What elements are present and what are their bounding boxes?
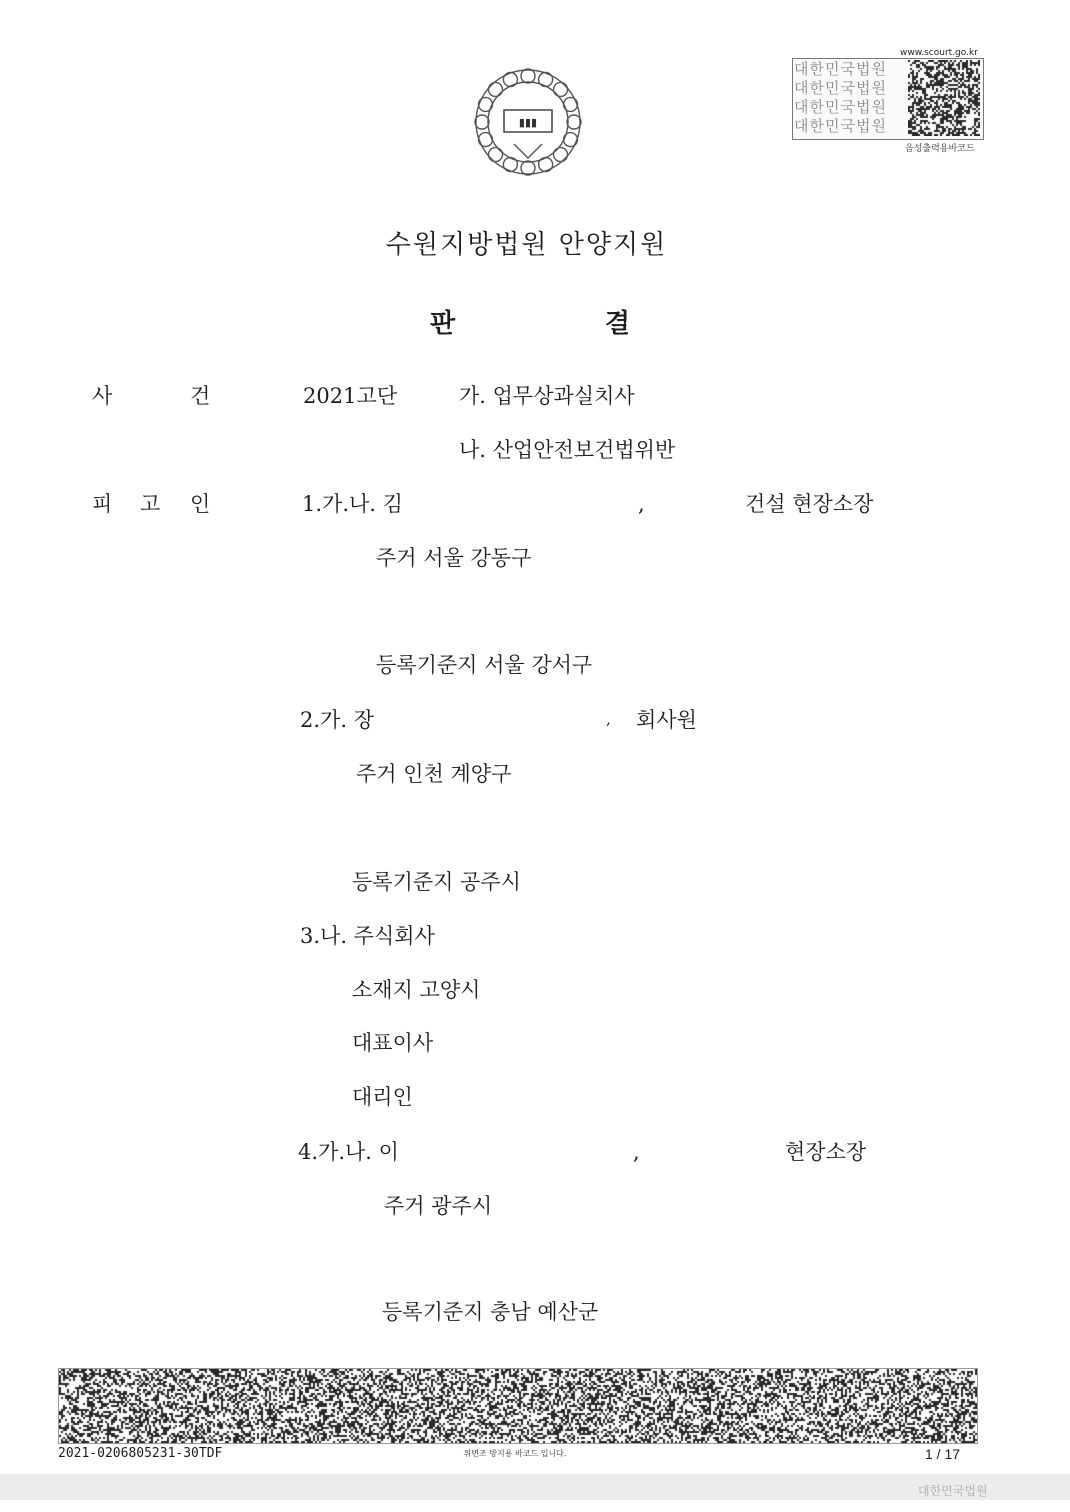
defendant-1-registration: 등록기준지 서울 강서구 xyxy=(376,653,593,677)
stamp-line: 대한민국법원 xyxy=(794,117,887,135)
emblem-petal xyxy=(521,69,535,83)
anti-forgery-caption: 위변조 방지용 바코드 입니다. xyxy=(463,1449,567,1458)
barcode-caption: 음성출력용바코드 xyxy=(905,144,975,154)
defendant-1-residence: 주거 서울 강동구 xyxy=(376,546,532,570)
emblem-petal xyxy=(567,115,581,129)
defendant-2-title: 회사원 xyxy=(636,708,697,732)
case-label-2: 건 xyxy=(190,384,211,408)
page-number: 1 / 17 xyxy=(925,1446,961,1462)
svg-text:▮▮▮: ▮▮▮ xyxy=(518,116,538,129)
emblem-petal xyxy=(539,73,553,87)
stamp-line: 대한민국법원 xyxy=(794,79,887,97)
defendant-1-head: 1.가.나. 김 xyxy=(302,492,403,516)
defendant-1-comma: , xyxy=(638,492,645,516)
defendant-2-comma: , xyxy=(606,710,611,728)
emblem-petal xyxy=(479,133,493,147)
defendant-3-agent: 대리인 xyxy=(352,1085,413,1109)
defendant-2-residence: 주거 인천 계양구 xyxy=(356,762,512,786)
charge-a: 가. 업무상과실치사 xyxy=(459,384,635,408)
court-name: 수원지방법원 안양지원 xyxy=(385,230,668,260)
defendant-4-title: 현장소장 xyxy=(785,1140,867,1164)
defendant-4-head: 4.가.나. 이 xyxy=(298,1140,399,1164)
defendant-4-registration: 등록기준지 충남 예산군 xyxy=(382,1300,599,1324)
emblem-petal xyxy=(554,82,568,96)
defendant-label-1: 피 xyxy=(92,492,113,516)
defendant-3-ceo: 대표이사 xyxy=(352,1031,434,1055)
court-emblem-icon xyxy=(468,62,588,182)
stamp-line: 대한민국법원 xyxy=(794,98,887,116)
case-label-1: 사 xyxy=(92,384,113,408)
document-code: 2021-0206805231-30TDF xyxy=(58,1446,223,1461)
defendant-label-3: 인 xyxy=(190,492,211,516)
title-char: 판 xyxy=(430,309,456,339)
title-char: 결 xyxy=(604,309,630,339)
defendant-2-registration: 등록기준지 공주시 xyxy=(352,870,521,894)
court-url: www.scourt.go.kr xyxy=(900,48,978,58)
emblem-petal xyxy=(503,157,517,171)
defendant-3-head: 3.나. 주식회사 xyxy=(300,924,435,948)
voice-barcode-icon xyxy=(908,60,980,136)
emblem-petal xyxy=(475,115,489,129)
emblem-petal xyxy=(503,73,517,87)
bottom-band xyxy=(0,1474,1070,1500)
defendant-4-residence: 주거 광주시 xyxy=(384,1194,493,1218)
court-watermark: 대한민국법원 xyxy=(918,1484,988,1498)
defendant-2-head: 2.가. 장 xyxy=(300,708,374,732)
anti-forgery-barcode-icon xyxy=(58,1368,978,1444)
emblem-petal xyxy=(539,157,553,171)
emblem-petal xyxy=(488,82,502,96)
case-number: 2021고단 xyxy=(303,384,398,408)
charge-b: 나. 산업안전보건법위반 xyxy=(459,438,676,462)
document-title xyxy=(430,303,630,340)
stamp-line: 대한민국법원 xyxy=(794,60,887,78)
emblem-petal xyxy=(488,148,502,162)
defendant-4-comma: , xyxy=(633,1140,640,1164)
emblem-petal xyxy=(479,97,493,111)
emblem-petal xyxy=(563,133,577,147)
court-stamp-text xyxy=(794,60,906,136)
emblem-petal xyxy=(563,97,577,111)
emblem-petal xyxy=(554,148,568,162)
defendant-label-2: 고 xyxy=(140,492,161,516)
defendant-1-title: 건설 현장소장 xyxy=(745,492,874,516)
emblem-petal xyxy=(521,161,535,175)
defendant-3-location: 소재지 고양시 xyxy=(352,978,481,1002)
